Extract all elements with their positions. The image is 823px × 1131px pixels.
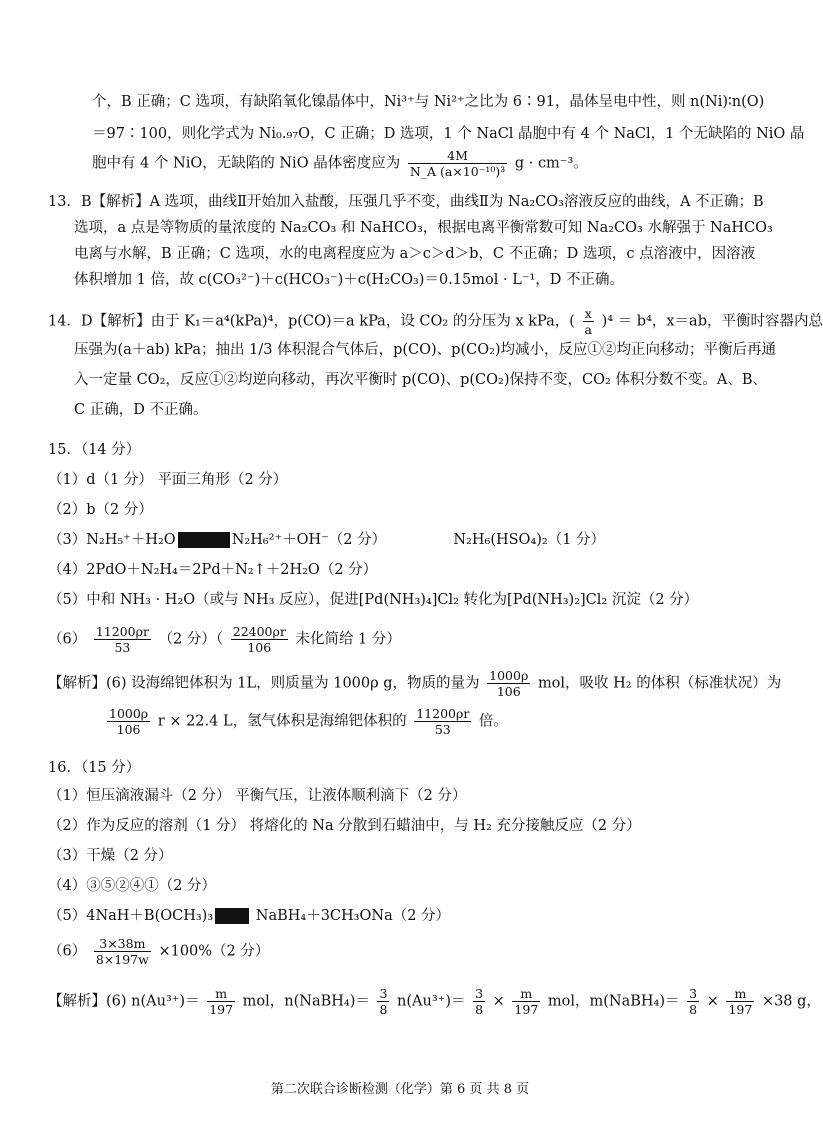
fraction: $\frac{22400\rho r}{106}$: [232, 624, 286, 655]
fraction: $\frac{3}{8}$: [689, 986, 698, 1017]
question-16-header: 16．（15 分）: [48, 760, 141, 776]
fraction: $\frac{m}{197}$: [728, 986, 753, 1017]
answer-item: （4）2PdO＋N₂H₄＝2Pd＋N₂↑＋2H₂O（2 分）: [48, 562, 378, 578]
redacted-arrow: [215, 908, 249, 924]
answer-item: （6） $\frac{11200\rho r}{53}$ （2 分）（ $\frac{22400\rho r}{106}$ 未化简给 1 分）: [48, 624, 401, 655]
analysis-line: 【解析】(6) 设海绵钯体积为 1L，则质量为 1000ρ g，物质的量为 $\frac{1000\rho}{106}$ mol，吸收 H₂ 的体积（标准状况）为: [48, 668, 782, 699]
text-line: 个，B 正确；C 选项，有缺陷氧化镍晶体中，Ni³⁺与 Ni²⁺之比为 6∶91，晶体呈电中性，则 n(Ni)∶n(O): [92, 94, 765, 110]
text-line: 体积增加 1 倍，故 c(CO₃²⁻)＋c(HCO₃⁻)＋c(H₂CO₃)＝0.15mol · L⁻¹，D 不正确。: [74, 272, 625, 288]
answer-item: （3）干燥（2 分）: [48, 848, 173, 864]
analysis-line: $\frac{1000\rho}{106}$ r × 22.4 L，氢气体积是海绵钯体积的 $\frac{11200\rho r}{53}$ 倍。: [109, 706, 508, 737]
answer-item: （5）中和 NH₃ · H₂O（或与 NH₃ 反应），促进[Pd(NH₃)₄]Cl₂ 转化为[Pd(NH₃)₂]Cl₂ 沉淀（2 分）: [48, 592, 699, 608]
fraction: $\frac{3\times 38m}{8\times 197w}$: [95, 936, 149, 967]
text-line: 电离与水解，B 正确；C 选项，水的电离程度应为 a＞c＞d＞b，C 不正确；D 选项，c 点溶液中，因溶液: [74, 246, 756, 262]
text-line: ＝97∶100，则化学式为 Ni₀.₉₇O，C 正确；D 选项，1 个 NaCl 晶胞中有 4 个 NaCl，1 个无缺陷的 NiO 晶: [92, 126, 805, 142]
fraction: $\frac{m}{197}$: [209, 986, 234, 1017]
answer-item: （5）4NaH＋B(OCH₃)₃ NaBH₄＋3CH₃ONa（2 分）: [48, 908, 451, 924]
analysis-line: 【解析】(6) n(Au³⁺)＝ $\frac{m}{197}$ mol，n(NaBH₄)＝ $\frac{3}{8}$ n(Au³⁺)＝ $\frac{3}{8}$ × $\frac{m}{197}$ mol，m(NaBH₄)＝ $\frac{3}{8}$ × $\frac{m}{197}$ ×38 g，: [48, 986, 821, 1017]
page-footer: 第二次联合诊断检测（化学）第 6 页 共 8 页: [270, 1082, 530, 1097]
fraction: $\frac{3}{8}$: [379, 986, 388, 1017]
answer-item: （1）恒压滴液漏斗（2 分） 平衡气压，让液体顺利滴下（2 分）: [48, 788, 467, 804]
answer-item: （3）N₂H₅⁺＋H₂O N₂H₆²⁺＋OH⁻（2 分） N₂H₆(HSO₄)₂（1 分）: [48, 532, 606, 548]
fraction: $\frac{m}{197}$: [514, 986, 539, 1017]
text-line: 选项，a 点是等物质的量浓度的 Na₂CO₃ 和 NaHCO₃，根据电离平衡常数可知 Na₂CO₃ 水解强于 NaHCO₃: [74, 220, 773, 236]
text-line: 入一定量 CO₂，反应①②均逆向移动，再次平衡时 p(CO)、p(CO₂)保持不变，CO₂ 体积分数不变。A、B、: [74, 372, 768, 388]
fraction: $\frac{11200\rho r}{53}$: [95, 624, 149, 655]
answer-item: （4）③⑤②④①（2 分）: [48, 878, 217, 894]
answer-13: 13．B【解析】A 选项，曲线Ⅱ开始加入盐酸，压强几乎不变，曲线Ⅱ为 Na₂CO₃溶液反应的曲线，A 不正确；B: [48, 194, 764, 210]
question-15-header: 15．（14 分）: [48, 442, 141, 458]
density-fraction: $\frac{4M}{\text{N\_A (a×10⁻¹⁰)³}}$: [409, 148, 506, 179]
answer-item: （1）d（1 分） 平面三角形（2 分）: [48, 472, 288, 488]
text-line: C 正确，D 不正确。: [74, 402, 208, 418]
fraction: $\frac{1000\rho}{106}$: [109, 706, 149, 737]
fraction: $\frac{3}{8}$: [475, 986, 484, 1017]
answer-item: （2）作为反应的溶剂（1 分） 将熔化的 Na 分散到石蜡油中，与 H₂ 充分接触反应（2 分）: [48, 818, 641, 834]
answer-14: 14．D【解析】由于 K₁＝a⁴(kPa)⁴，p(CO)＝a kPa，设 CO₂ 的分压为 x kPa，( $\frac{x}{a}$ )⁴ ＝ b⁴，x＝ab，平衡时容器内总: [48, 306, 823, 337]
answer-item: （2）b（2 分）: [48, 502, 153, 518]
ratio-fraction: $\frac{x}{a}$: [584, 306, 592, 337]
text-line: 压强为(a＋ab) kPa；抽出 1/3 体积混合气体后，p(CO)、p(CO₂)均减小，反应①②均正向移动；平衡后再通: [74, 342, 777, 358]
fraction: $\frac{11200\rho r}{53}$: [416, 706, 470, 737]
redacted-arrow: [178, 532, 230, 548]
text-line-with-fraction: 胞中有 4 个 NiO，无缺陷的 NiO 晶体密度应为 $\frac{4M}{\text{N\_A (a×10⁻¹⁰)³}}$ g · cm⁻³。: [92, 148, 588, 179]
fraction: $\frac{1000\rho}{106}$: [489, 668, 529, 699]
answer-item: （6） $\frac{3\times 38m}{8\times 197w}$ ×100%（2 分）: [48, 936, 270, 967]
